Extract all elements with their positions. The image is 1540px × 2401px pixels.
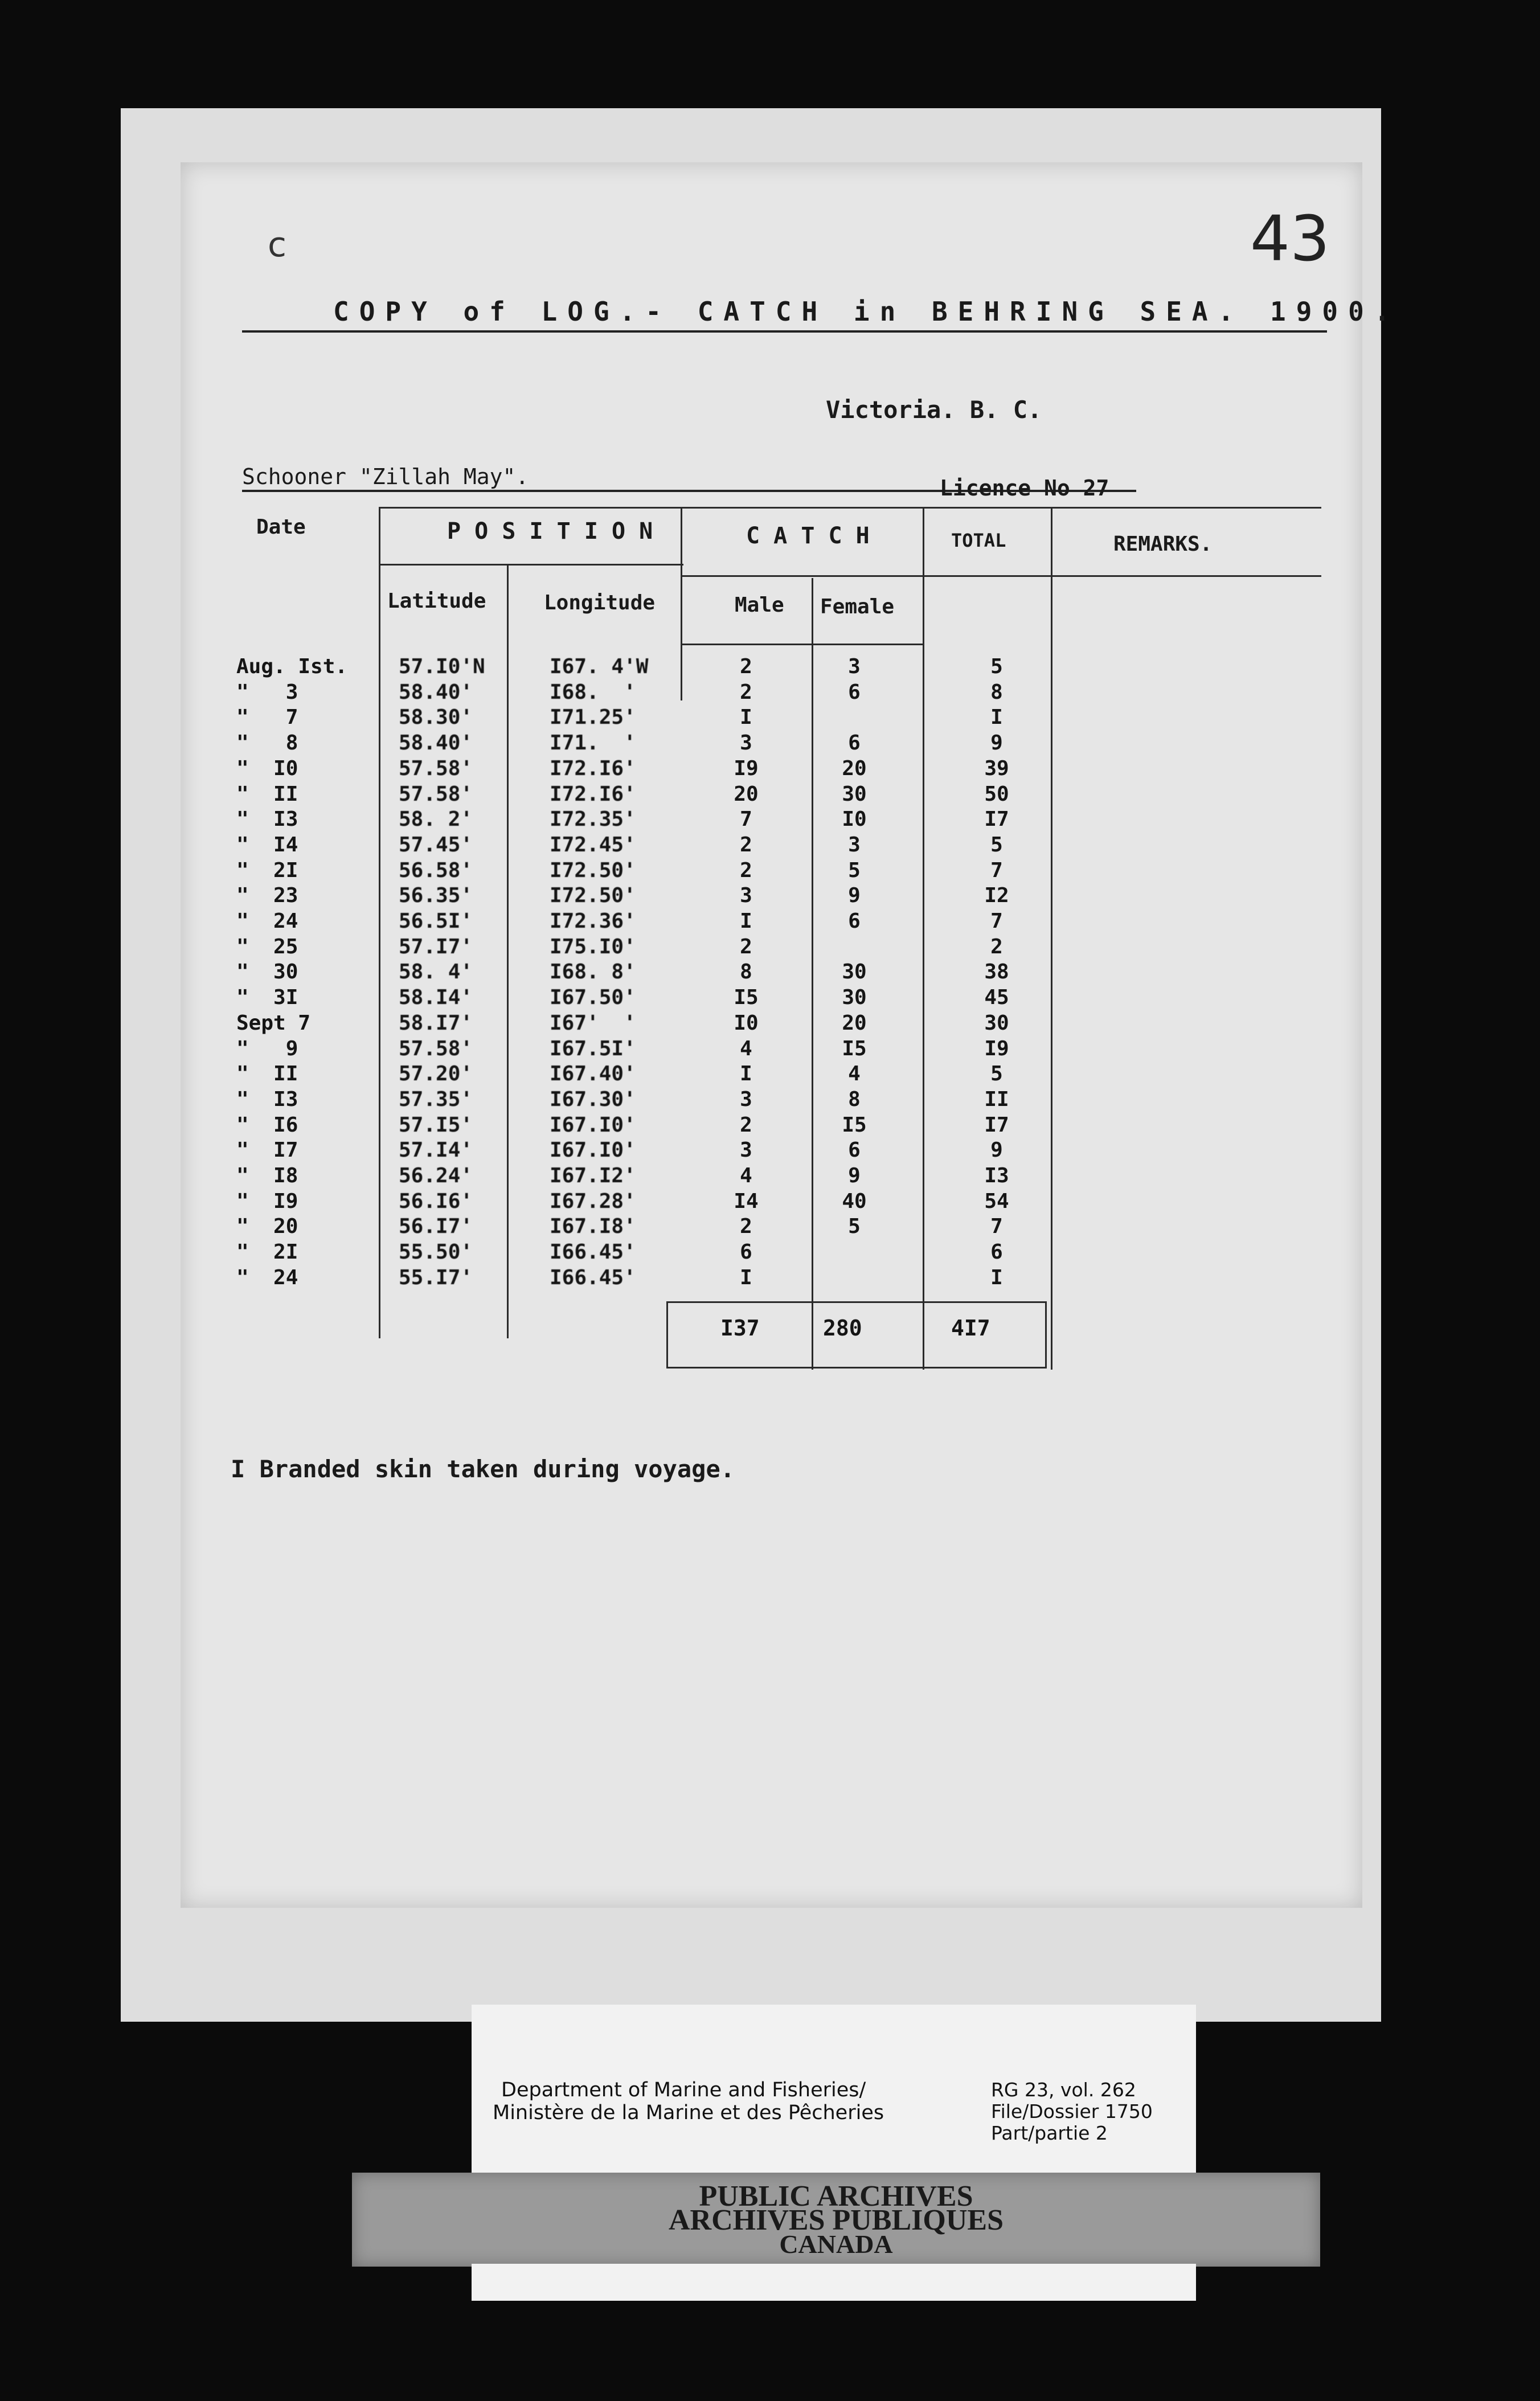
latitude-cell: 57.58' — [399, 782, 473, 806]
male-cell: 3 — [740, 884, 752, 908]
total-cell: 7 — [990, 1215, 1003, 1239]
header-longitude: Longitude — [544, 591, 656, 614]
header-latitude: Latitude — [387, 589, 486, 613]
col-divider-catch — [923, 507, 924, 1370]
male-cell: 8 — [740, 960, 752, 984]
c-mark: c — [268, 225, 286, 265]
total-male: I37 — [720, 1316, 760, 1341]
public-archives-stamp — [352, 2173, 1320, 2267]
total-cell: 5 — [990, 1062, 1003, 1086]
longitude-cell: I72.50' — [550, 884, 636, 908]
total-cell: 50 — [984, 782, 1009, 806]
latitude-cell: 57.35' — [399, 1087, 473, 1111]
female-cell: 40 — [842, 1189, 867, 1213]
male-cell: I9 — [734, 756, 759, 780]
female-cell: 20 — [842, 1011, 867, 1035]
longitude-cell: I75.I0' — [550, 935, 636, 958]
female-cell: I5 — [842, 1036, 867, 1060]
female-cell: 9 — [848, 1164, 861, 1187]
longitude-cell: I72.I6' — [550, 782, 636, 806]
date-cell: " 9 — [236, 1036, 298, 1060]
total-cell: 5 — [990, 655, 1003, 678]
department-fr: Ministère de la Marine et des Pêcheries — [493, 2101, 884, 2124]
female-cell: 3 — [848, 655, 861, 678]
date-cell: " I9 — [236, 1189, 298, 1213]
latitude-cell: 58.40' — [399, 680, 473, 704]
total-cell: I7 — [984, 808, 1009, 831]
totals-left-rule — [666, 1301, 668, 1369]
col-divider-male — [812, 578, 813, 1370]
female-cell: 30 — [842, 960, 867, 984]
longitude-cell: I72.I6' — [550, 756, 636, 780]
longitude-cell: I72.36' — [550, 909, 636, 933]
latitude-cell: 58.I7' — [399, 1011, 473, 1035]
total-cell: I2 — [984, 884, 1009, 908]
date-cell: " I0 — [236, 756, 298, 780]
date-cell: " II — [236, 782, 298, 806]
date-cell: " I3 — [236, 808, 298, 831]
position-subheader-rule — [379, 564, 683, 566]
total-all: 4I7 — [951, 1316, 990, 1341]
female-cell: I5 — [842, 1113, 867, 1137]
total-cell: 8 — [990, 680, 1003, 704]
col-divider-total — [1051, 507, 1052, 1370]
latitude-cell: 57.I5' — [399, 1113, 473, 1137]
date-cell: " 7 — [236, 706, 298, 730]
date-cell: " 2I — [236, 858, 298, 882]
total-cell: 7 — [990, 909, 1003, 933]
female-cell: 5 — [848, 1215, 861, 1239]
date-cell: " I3 — [236, 1087, 298, 1111]
latitude-cell: 57.58' — [399, 1036, 473, 1060]
total-cell: 45 — [984, 986, 1009, 1010]
header-total: TOTAL — [951, 530, 1006, 551]
total-cell: I9 — [984, 1036, 1009, 1060]
vessel-name: Schooner "Zillah May". — [242, 464, 529, 489]
male-cell: I5 — [734, 986, 759, 1010]
total-cell: 9 — [990, 731, 1003, 755]
male-cell: 4 — [740, 1036, 752, 1060]
male-cell: 4 — [740, 1164, 752, 1187]
latitude-cell: 58.I4' — [399, 986, 473, 1010]
date-cell: " 20 — [236, 1215, 298, 1239]
female-cell: 6 — [848, 1138, 861, 1162]
male-cell: 2 — [740, 1113, 752, 1137]
record-group: RG 23, vol. 262 — [991, 2079, 1136, 2101]
male-cell: 2 — [740, 935, 752, 958]
male-cell: 3 — [740, 731, 752, 755]
longitude-cell: I67.5I' — [550, 1036, 636, 1060]
date-cell: " I8 — [236, 1164, 298, 1187]
totals-right-rule — [1045, 1301, 1047, 1369]
total-cell: 6 — [990, 1240, 1003, 1264]
date-cell: " 24 — [236, 1265, 298, 1289]
date-cell: " 24 — [236, 909, 298, 933]
longitude-cell: I71. ' — [550, 731, 636, 755]
date-cell: " 8 — [236, 731, 298, 755]
longitude-cell: I67.50' — [550, 986, 636, 1010]
header-male: Male — [735, 593, 784, 617]
male-cell: 2 — [740, 680, 752, 704]
latitude-cell: 57.58' — [399, 756, 473, 780]
female-cell: I0 — [842, 808, 867, 831]
table-top-rule — [379, 507, 1321, 509]
latitude-cell: 56.58' — [399, 858, 473, 882]
date-cell: " 3I — [236, 986, 298, 1010]
longitude-cell: I67.I2' — [550, 1164, 636, 1187]
male-cell: 3 — [740, 1087, 752, 1111]
longitude-cell: I67.I0' — [550, 1113, 636, 1137]
male-cell: 2 — [740, 833, 752, 857]
latitude-cell: 57.45' — [399, 833, 473, 857]
date-cell: " 23 — [236, 884, 298, 908]
licence-number: Licence No 27 — [940, 476, 1109, 501]
total-cell: 2 — [990, 935, 1003, 958]
header-remarks: REMARKS. — [1113, 532, 1213, 556]
female-cell: 30 — [842, 782, 867, 806]
longitude-cell: I68. 8' — [550, 960, 636, 984]
header-position: P O S I T I O N — [447, 518, 653, 544]
voyage-note: I Branded skin taken during voyage. — [231, 1455, 735, 1483]
archives-line-2: ARCHIVES PUBLIQUES — [668, 2204, 1004, 2236]
total-cell: I3 — [984, 1164, 1009, 1187]
col-divider-lat — [507, 564, 509, 1338]
female-cell: 30 — [842, 986, 867, 1010]
total-cell: I — [990, 706, 1003, 730]
female-cell: 6 — [848, 731, 861, 755]
male-cell: 2 — [740, 655, 752, 678]
female-cell: 20 — [842, 756, 867, 780]
male-cell: 7 — [740, 808, 752, 831]
part-partie: Part/partie 2 — [991, 2122, 1108, 2144]
female-cell: 9 — [848, 884, 861, 908]
latitude-cell: 56.I6' — [399, 1189, 473, 1213]
archives-line-3: CANADA — [779, 2230, 893, 2259]
total-cell: 7 — [990, 858, 1003, 882]
male-cell: 20 — [734, 782, 759, 806]
col-divider-position — [681, 507, 682, 700]
catch-subheader-rule — [681, 575, 1321, 577]
longitude-cell: I72.35' — [550, 808, 636, 831]
folio-number: 43 — [1250, 202, 1330, 275]
female-cell: 6 — [848, 909, 861, 933]
female-cell: 5 — [848, 858, 861, 882]
total-cell: 54 — [984, 1189, 1009, 1213]
female-cell: 4 — [848, 1062, 861, 1086]
latitude-cell: 56.I7' — [399, 1215, 473, 1239]
latitude-cell: 55.50' — [399, 1240, 473, 1264]
female-cell: 8 — [848, 1087, 861, 1111]
date-cell: Aug. Ist. — [236, 655, 348, 678]
date-cell: Sept 7 — [236, 1011, 311, 1035]
longitude-cell: I67.I8' — [550, 1215, 636, 1239]
male-cell: 2 — [740, 858, 752, 882]
male-cell: I — [740, 909, 752, 933]
female-cell: 6 — [848, 680, 861, 704]
latitude-cell: 58.30' — [399, 706, 473, 730]
male-cell: I4 — [734, 1189, 759, 1213]
header-date: Date — [256, 515, 306, 539]
male-cell: I — [740, 1265, 752, 1289]
male-cell: 6 — [740, 1240, 752, 1264]
longitude-cell: I72.45' — [550, 833, 636, 857]
longitude-cell: I67.40' — [550, 1062, 636, 1086]
document-title: COPY of LOG.- CATCH in BEHRING SEA. 1900. — [333, 296, 1400, 327]
archives-line-1: PUBLIC ARCHIVES — [699, 2180, 973, 2212]
latitude-cell: 57.I7' — [399, 935, 473, 958]
latitude-cell: 58. 2' — [399, 808, 473, 831]
male-cell: I0 — [734, 1011, 759, 1035]
latitude-cell: 56.35' — [399, 884, 473, 908]
latitude-cell: 58. 4' — [399, 960, 473, 984]
title-underline — [242, 330, 1327, 333]
male-cell: I — [740, 1062, 752, 1086]
catch-header-bottom-rule — [681, 644, 923, 645]
totals-bottom-rule — [666, 1367, 1045, 1369]
longitude-cell: I67.I0' — [550, 1138, 636, 1162]
date-cell: " II — [236, 1062, 298, 1086]
date-cell: " 25 — [236, 935, 298, 958]
date-cell: " 30 — [236, 960, 298, 984]
latitude-cell: 56.5I' — [399, 909, 473, 933]
longitude-cell: I67. 4'W — [550, 655, 649, 678]
log-page — [181, 162, 1362, 1908]
longitude-cell: I67.30' — [550, 1087, 636, 1111]
total-cell: 9 — [990, 1138, 1003, 1162]
latitude-cell: 56.24' — [399, 1164, 473, 1187]
female-cell: 3 — [848, 833, 861, 857]
totals-top-rule — [666, 1301, 1045, 1303]
male-cell: 2 — [740, 1215, 752, 1239]
longitude-cell: I66.45' — [550, 1265, 636, 1289]
date-cell: " 3 — [236, 680, 298, 704]
total-cell: 38 — [984, 960, 1009, 984]
total-cell: 5 — [990, 833, 1003, 857]
longitude-cell: I67' ' — [550, 1011, 636, 1035]
archive-label-bottom — [472, 2264, 1196, 2301]
total-cell: I — [990, 1265, 1003, 1289]
header-female: Female — [820, 595, 895, 618]
place-line: Victoria. B. C. — [826, 396, 1042, 424]
male-cell: I — [740, 706, 752, 730]
longitude-cell: I67.28' — [550, 1189, 636, 1213]
latitude-cell: 58.40' — [399, 731, 473, 755]
male-cell: 3 — [740, 1138, 752, 1162]
total-cell: II — [984, 1087, 1009, 1111]
header-catch: C A T C H — [746, 523, 870, 549]
longitude-cell: I68. ' — [550, 680, 636, 704]
total-cell: 30 — [984, 1011, 1009, 1035]
longitude-cell: I66.45' — [550, 1240, 636, 1264]
date-cell: " I4 — [236, 833, 298, 857]
longitude-cell: I72.50' — [550, 858, 636, 882]
longitude-cell: I71.25' — [550, 706, 636, 730]
department-en: Department of Marine and Fisheries/ — [501, 2079, 866, 2101]
date-cell: " I7 — [236, 1138, 298, 1162]
latitude-cell: 55.I7' — [399, 1265, 473, 1289]
total-female: 280 — [823, 1316, 862, 1341]
total-cell: I7 — [984, 1113, 1009, 1137]
date-cell: " I6 — [236, 1113, 298, 1137]
latitude-cell: 57.I0'N — [399, 655, 485, 678]
latitude-cell: 57.I4' — [399, 1138, 473, 1162]
date-cell: " 2I — [236, 1240, 298, 1264]
total-cell: 39 — [984, 756, 1009, 780]
latitude-cell: 57.20' — [399, 1062, 473, 1086]
col-divider-date — [379, 507, 380, 1338]
file-dossier: File/Dossier 1750 — [991, 2100, 1153, 2123]
